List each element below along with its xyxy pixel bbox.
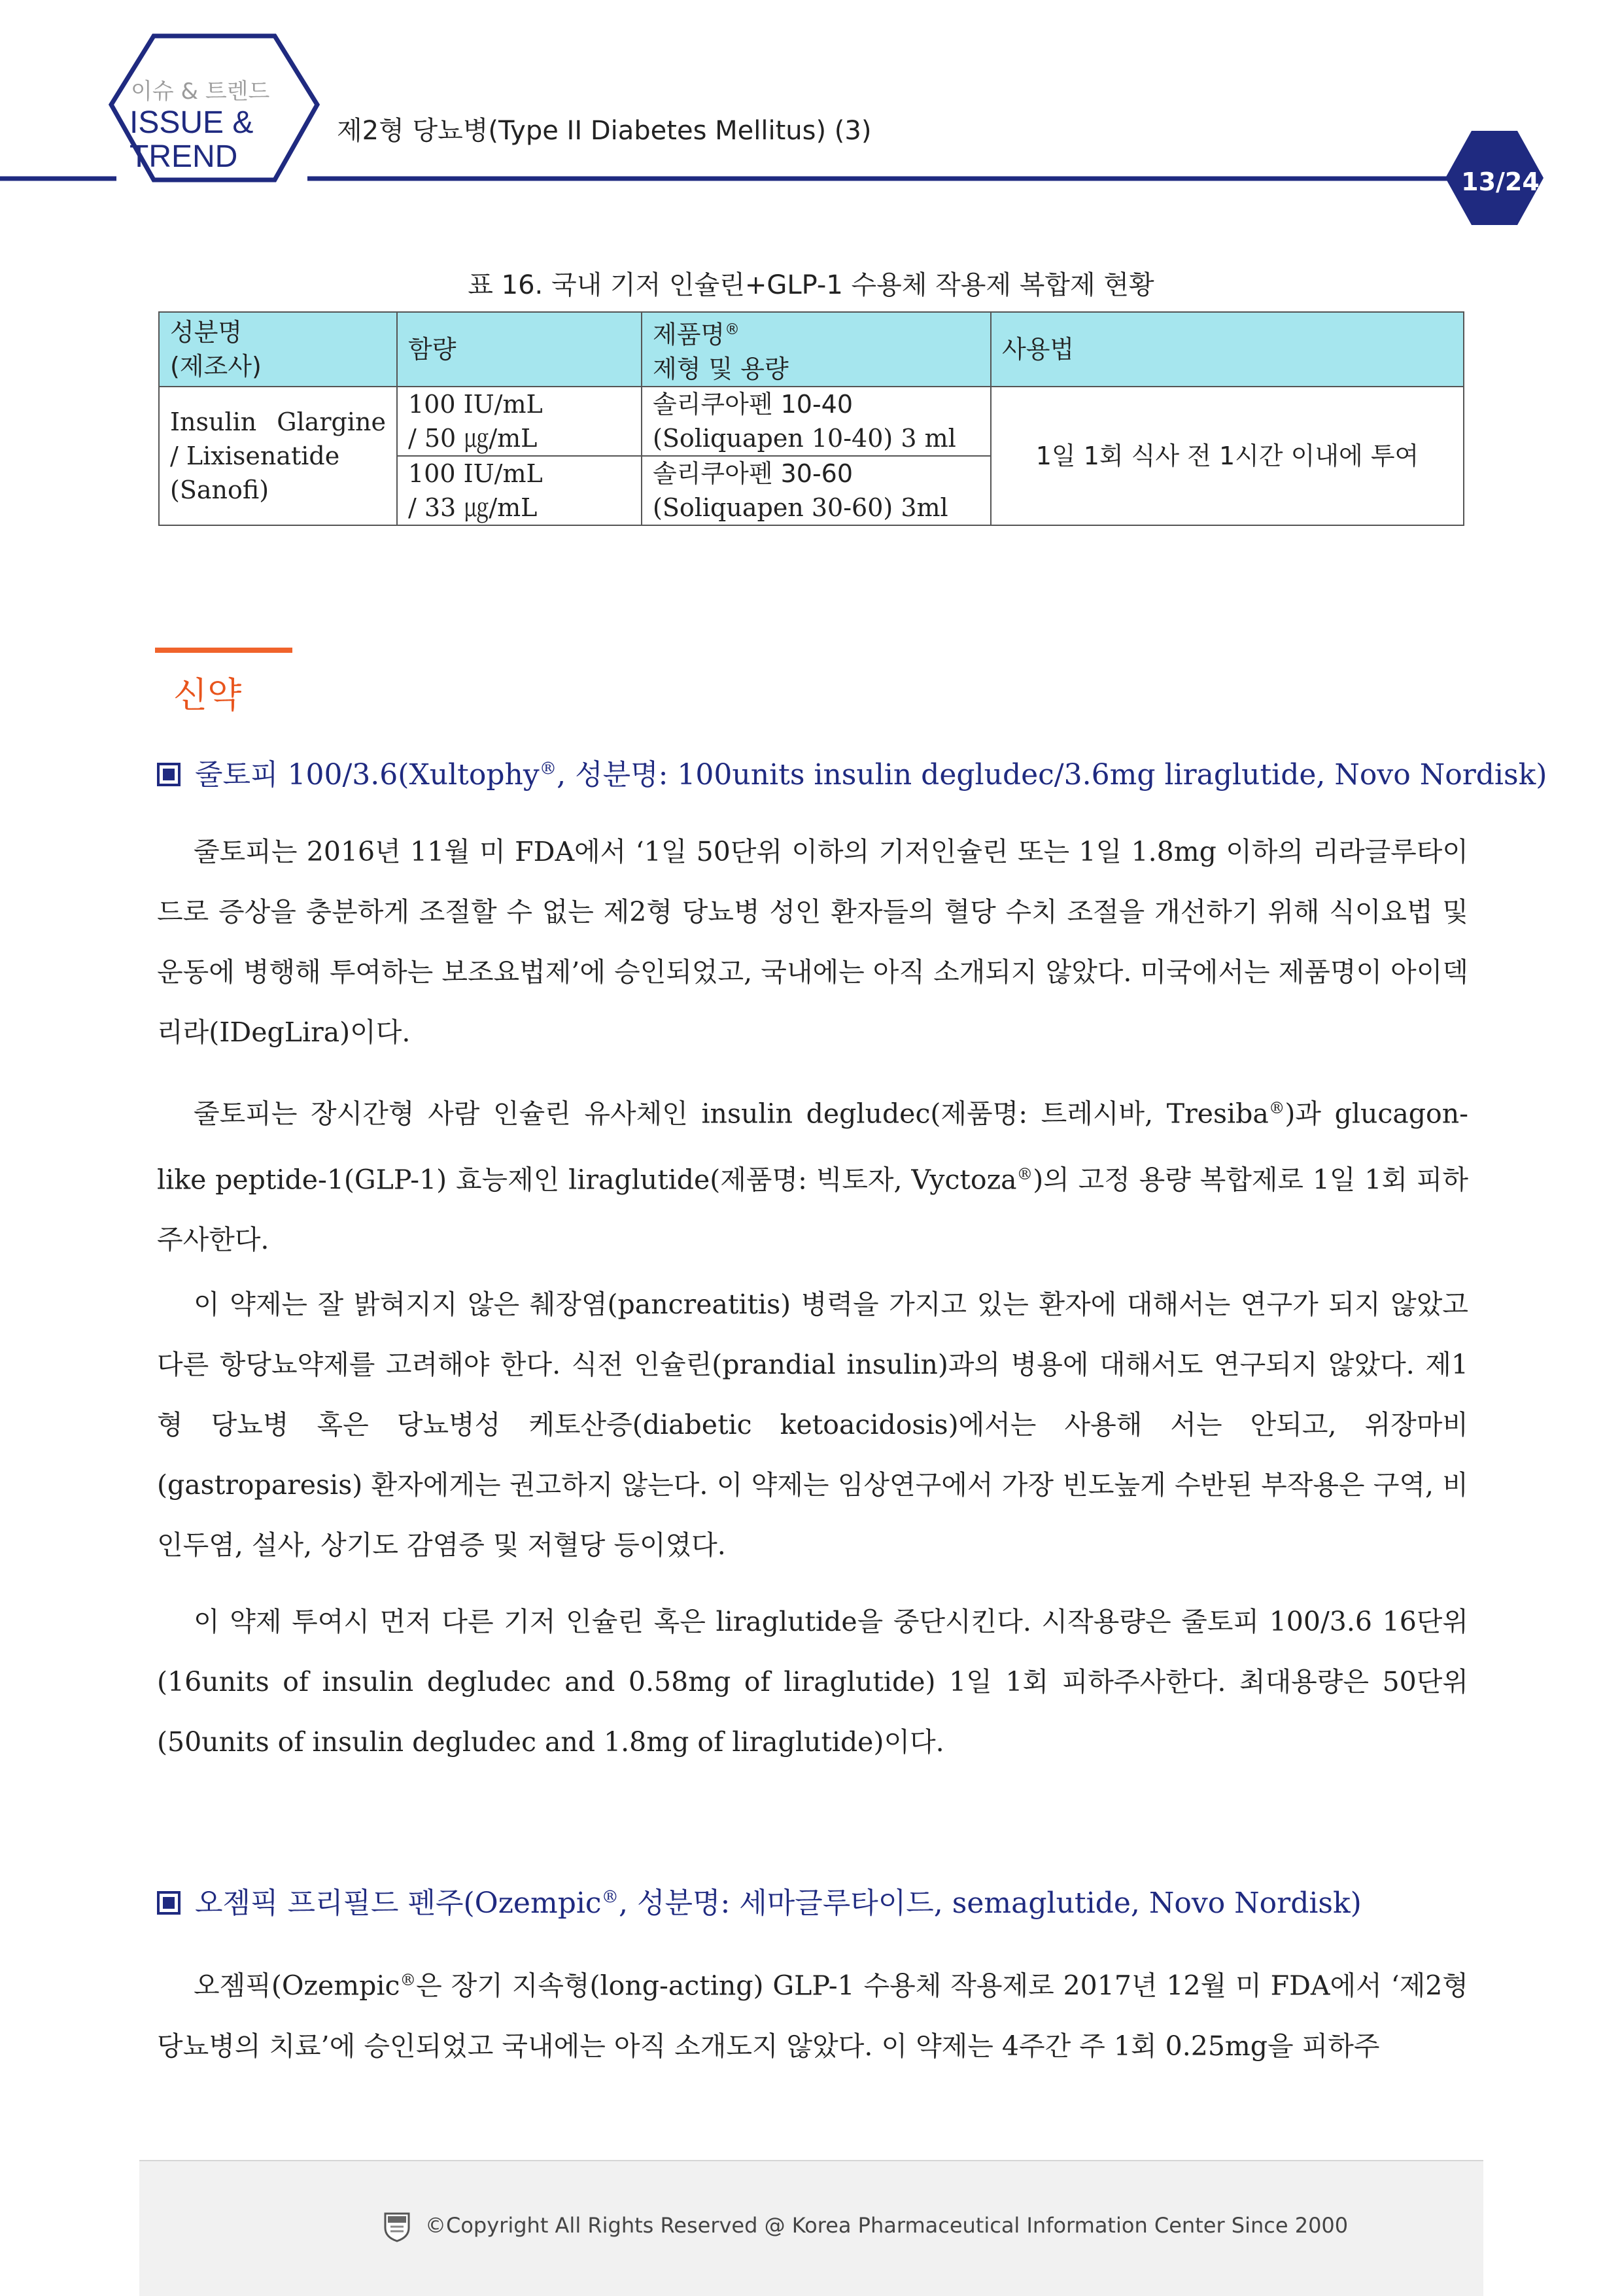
ozempic-heading xyxy=(157,1879,1362,1921)
xultophy-paragraph-4: 이 약제 투여시 먼저 다른 기저 인슐린 혹은 liraglutide을 중단시킨다. 시작용량은 줄토피 100/3.6 16단위(16units of insulin degludec and 0.58mg of liraglutide) 1일 1회 피하주사한다. 최대용량은 50단위(50units of insulin degludec and 1.8mg of liraglutide)이다. xyxy=(157,1606,1468,1758)
logo-line-2: TREND xyxy=(129,139,238,174)
ozempic-p1-part-a: 오젬픽(Ozempic xyxy=(194,1970,400,2002)
p2-part-b: )과 glucagon-like peptide-1(GLP-1) 효능제인 liraglutide(제품명: 빅토자, Vyctoza xyxy=(157,1098,1468,1196)
ozempic-paragraph-1 xyxy=(157,1950,1468,2076)
xultophy-paragraph-3: 이 약제는 잘 밝혀지지 않은 췌장염(pancreatitis) 병력을 가지고 있는 환자에 대해서는 연구가 되지 않았고 다른 항당뇨약제를 고려해야 한다. 식전 인슐린(prandial insulin)과의 병용에 대해서도 연구되지 않았다. 제1형 당뇨병 혹은 당뇨병성 케토산증(diabetic ketoacidosis)에서는 사용해 서는 안되고, 위장마비(gastroparesis) 환자에게는 권고하지 않는다. 이 약제는 임상연구에서 가장 빈도높게 수반된 부작용은 구역, 비인두염, 설사, 상기도 감염증 및 저혈당 등이였다. xyxy=(157,1289,1468,1561)
cell-product xyxy=(642,387,991,456)
registered-mark: ® xyxy=(1268,1098,1285,1117)
square-bullet-icon xyxy=(157,1891,181,1915)
cell-product xyxy=(642,456,991,525)
page-number: 13/24 xyxy=(1461,167,1540,196)
cell-strength xyxy=(397,387,642,456)
registered-mark: ® xyxy=(601,1887,619,1907)
logo-korean-label: 이슈 & 트렌드 xyxy=(131,78,270,105)
section-title: 신약 xyxy=(173,674,242,716)
header-ingredient xyxy=(159,312,397,387)
strength-line1: 100 IU/mL xyxy=(408,459,543,488)
registered-mark: ® xyxy=(400,1970,417,1989)
cell-usage: 1일 1회 식사 전 1시간 이내에 투여 xyxy=(991,387,1464,525)
header-ingredient-line1: 성분명 xyxy=(170,317,243,347)
kpic-shield-icon xyxy=(383,2211,411,2242)
logo-line-1: ISSUE & xyxy=(129,105,254,140)
table-caption: 표 16. 국내 기저 인슐린+GLP-1 수용체 작용제 복합제 현황 xyxy=(468,270,1154,300)
product-line2: (Soliquapen 30-60) 3ml xyxy=(653,493,948,522)
logo-text xyxy=(129,106,253,174)
xultophy-heading-ingredients: , 성분명: 100units insulin degludec/3.6mg liraglutide, Novo Nordisk) xyxy=(557,758,1547,791)
p2-part-a: 줄토피는 장시간형 사람 인슐린 유사체인 insulin degludec(제품명: 트레시바, Tresiba xyxy=(194,1098,1269,1130)
ozempic-heading-name: 오젬픽 프리필드 펜주(Ozempic xyxy=(195,1887,602,1920)
registered-mark: ® xyxy=(539,758,557,779)
p2-part-c: )의 고정 용량 복합제로 1일 1회 피하주사한다. xyxy=(157,1164,1468,1256)
xultophy-heading-name: 줄토피 100/3.6(Xultophy xyxy=(195,758,540,791)
ozempic-heading-ingredients: , 성분명: 세마글루타이드, semaglutide, Novo Nordisk) xyxy=(618,1887,1362,1920)
xultophy-paragraph-1: 줄토피는 2016년 11월 미 FDA에서 ‘1일 50단위 이하의 기저인슐린 또는 1일 1.8mg 이하의 리라글루타이드로 증상을 충분하게 조절할 수 없는 제2형 당뇨병 성인 환자들의 혈당 수치 조절을 개선하기 위해 식이요법 및 운동에 병행해 투여하는 보조요법제’에 승인되었고, 국내에는 아직 소개되지 않았다. 미국에서는 제품명이 아이덱리라(IDegLira)이다. xyxy=(157,836,1468,1048)
square-bullet-icon xyxy=(157,763,181,786)
ingredient-line1: Insulin Glargine xyxy=(170,407,386,436)
strength-line2: / 50 ㎍/mL xyxy=(408,423,538,453)
header-product-line1: 제품명 xyxy=(653,320,725,349)
header-product-line2: 제형 및 용량 xyxy=(653,354,789,383)
strength-line2: / 33 ㎍/mL xyxy=(408,493,538,522)
cell-strength xyxy=(397,456,642,525)
cell-ingredient xyxy=(159,387,397,525)
header-product xyxy=(642,312,991,387)
table-row xyxy=(159,387,1464,456)
header-ingredient-line2: (제조사) xyxy=(170,351,262,381)
section-accent-bar xyxy=(155,648,292,653)
product-line1: 솔리쿠아펜 10-40 xyxy=(653,389,854,419)
product-line2: (Soliquapen 10-40) 3 ml xyxy=(653,423,956,453)
product-line1: 솔리쿠아펜 30-60 xyxy=(653,459,854,488)
footer-copyright: ©Copyright All Rights Reserved @ Korea Pharmaceutical Information Center Since 2000 xyxy=(425,2213,1349,2238)
strength-line1: 100 IU/mL xyxy=(408,389,543,419)
ozempic-p1-part-b: 은 장기 지속형(long-acting) GLP-1 수용체 작용제로 2017년 12월 미 FDA에서 ‘제2형 당뇨병의 치료’에 승인되었고 국내에는 아직 소개도지 않았다. 이 약제는 4주간 주 1회 0.25mg을 피하주 xyxy=(157,1970,1468,2062)
table-header-row xyxy=(159,312,1464,387)
document-title: 제2형 당뇨병(Type II Diabetes Mellitus) (3) xyxy=(337,116,872,146)
registered-mark: ® xyxy=(1016,1164,1033,1183)
combination-drug-table xyxy=(158,311,1464,526)
header-strength: 함량 xyxy=(397,312,642,387)
registered-mark: ® xyxy=(725,321,740,338)
xultophy-heading xyxy=(157,751,1547,793)
ingredient-line3: (Sanofi) xyxy=(170,475,269,504)
header-usage: 사용법 xyxy=(991,312,1464,387)
ingredient-line2: / Lixisenatide xyxy=(170,441,340,470)
xultophy-paragraph-2 xyxy=(157,1078,1468,1270)
